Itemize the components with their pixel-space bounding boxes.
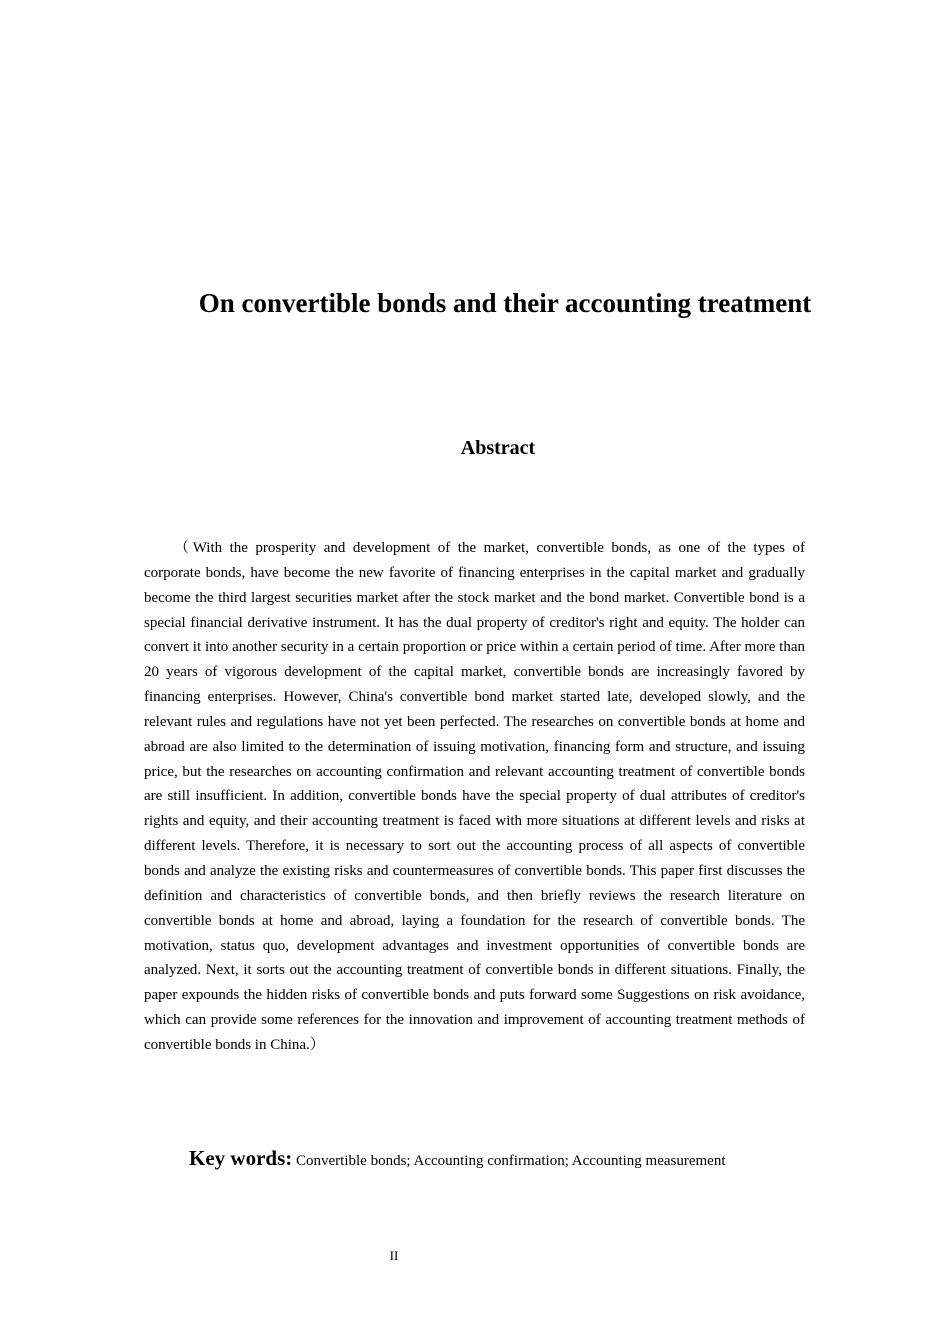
- abstract-body: （With the prosperity and development of the market, convertible bonds, as one of the types of corporate bonds, have become the new favorite of financing enterprises in the capital market and gradually become the third largest securities market after the stock market and the bond market. Convertible bond is a special financial derivative instrument. It has the dual property of creditor's right and equity. The holder can convert it into another security in a certain proportion or price within a certain period of time. After more than 20 years of vigorous development of the capital market, convertible bonds are increasingly favored by financing enterprises. However, China's convertible bond market started late, developed slowly, and the relevant rules and regulations have not yet been perfected. The researches on convertible bonds at home and abroad are also limited to the determination of issuing motivation, financing form and structure, and issuing price, but the researches on accounting confirmation and relevant accounting treatment of convertible bonds are still insufficient. In addition, convertible bonds have the special property of dual attributes of creditor's rights and equity, and their accounting treatment is faced with more situations at different levels and risks at different levels. Therefore, it is necessary to sort out the accounting process of all aspects of convertible bonds and analyze the existing risks and countermeasures of convertible bonds. This paper first discusses the definition and characteristics of convertible bonds, and then briefly reviews the research literature on convertible bonds at home and abroad, laying a foundation for the research of convertible bonds. The motivation, status quo, development advantages and investment opportunities of convertible bonds are analyzed. Next, it sorts out the accounting treatment of convertible bonds in different situations. Finally, the paper expounds the hidden risks of convertible bonds and puts forward some Suggestions on risk avoidance, which can provide some references for the innovation and improvement of accounting treatment methods of convertible bonds in China.）: [144, 540, 805, 1053]
- keywords-line: [189, 1143, 829, 1176]
- paper-title: On convertible bonds and their accounting treatment: [198, 288, 812, 318]
- keywords-label: Key words:: [189, 1146, 293, 1170]
- keywords-text: Convertible bonds; Accounting confirmation; Accounting measurement: [292, 1153, 726, 1169]
- page-number: II: [389, 1248, 399, 1263]
- abstract-heading: Abstract: [460, 437, 536, 459]
